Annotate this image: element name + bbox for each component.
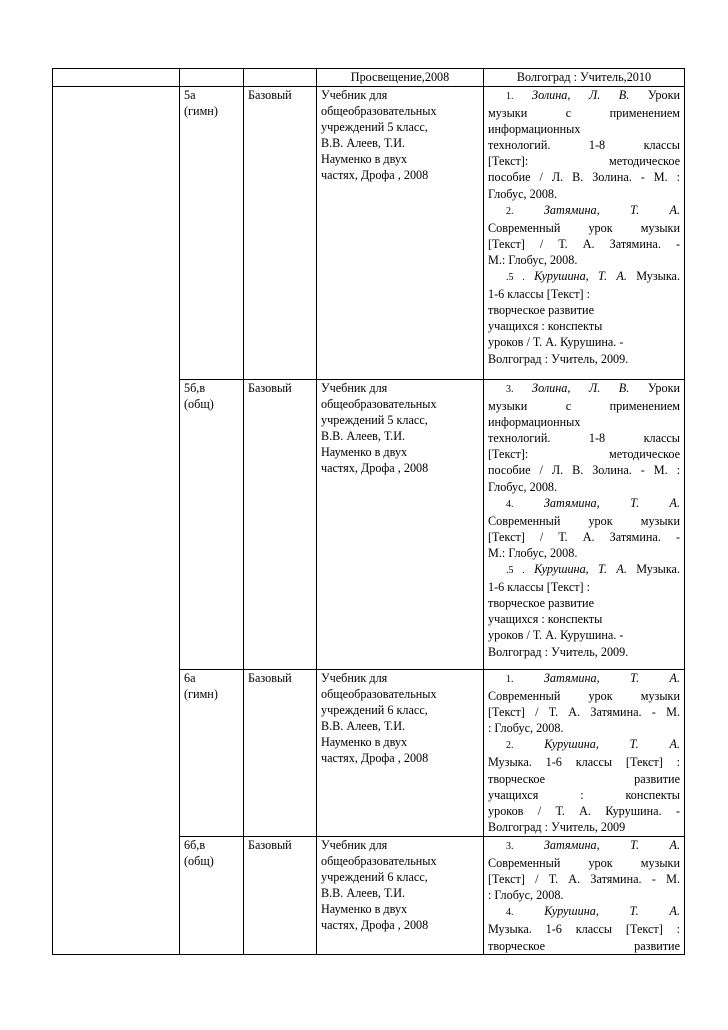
references-cell [484,670,685,837]
textbook-line: общеобразовательных [321,104,437,119]
textbook-line: Учебник для [321,671,388,685]
reference-author: Золина, Л. В. [532,381,630,395]
curriculum-table [52,68,685,955]
reference-line [488,837,680,855]
reference-line: учащихся : конспекты [488,319,603,334]
textbook-line: общеобразовательных [321,397,437,412]
class-label: (общ) [184,854,214,869]
level-cell [244,87,317,380]
reference-text: Уроки [647,381,681,395]
class-label: (гимн) [184,104,218,119]
textbook-cell [317,380,484,670]
reference-line [488,380,680,398]
reference-line: 1-6 классы [Текст] : [488,580,591,595]
reference-line: Волгоград : Учитель, 2009. [488,351,629,366]
reference-number: 4. [506,907,514,919]
reference-author: Затямина, Т. А. [543,202,681,217]
reference-line: [Текст] / Т. А. Затямина. - [488,529,680,544]
reference-line [488,87,680,105]
references-cell [484,837,685,955]
reference-line: [Текст]: методическое [488,154,680,169]
reference-line: пособие / Л. В. Золина. - М. : [488,170,680,185]
class-cell [180,670,244,837]
reference-line: Современный урок музыки [488,856,680,871]
subject-cell [53,87,180,955]
class-cell [180,380,244,670]
reference-line: Глобус, 2008. [488,186,558,201]
textbook-line: Учебник для [321,381,388,395]
reference-line: творческое развитие [488,771,680,786]
reference-author: Курушина, Т. А. [544,737,680,752]
reference-author: Курушина, Т. А. [534,562,627,577]
reference-number: 3. [506,384,514,395]
textbook-line: учреждений 5 класс, [321,413,428,428]
textbook-line: общеобразовательных [321,854,437,869]
reference-text: Музыка. [636,269,681,284]
reference-line [488,561,680,579]
header-row [53,69,685,87]
reference-line [488,736,680,754]
reference-line [488,495,680,513]
reference-line: [Текст]: методическое [488,447,680,462]
reference-line: музыки с применением [488,106,680,121]
reference-line: музыки с применением [488,399,680,414]
reference-line: Современный урок музыки [488,513,680,528]
reference-number: 3. [506,841,514,852]
level-cell [244,837,317,955]
reference-author: Золина, Л. В. [532,88,630,102]
reference-line: Музыка. 1-6 классы [Текст] : [488,755,680,770]
reference-author: Затямина, Т. А. [543,671,681,685]
level-cell [244,670,317,837]
reference-line: учащихся : конспекты [488,612,603,627]
reference-line: Музыка. 1-6 классы [Текст] : [488,922,680,937]
textbook-line: В.В. Алеев, Т.И. [321,886,406,901]
level-label: Базовый [248,88,292,102]
class-label: 6б,в [184,838,206,852]
class-label: (общ) [184,397,214,412]
reference-line [488,202,680,220]
textbook-line: Учебник для [321,88,388,102]
textbook-line: частях, Дрофа , 2008 [321,461,429,476]
textbook-line: учреждений 6 класс, [321,703,428,718]
reference-number: 1. [506,674,514,685]
class-cell [180,837,244,955]
reference-number: 4. [506,498,514,510]
reference-line: уроков / Т. А. Курушина. - [488,803,680,818]
reference-line: технологий. 1-8 классы [488,431,680,446]
textbook-cell [317,670,484,837]
class-label: (гимн) [184,687,218,702]
reference-number: 2. [506,205,514,217]
reference-line [488,903,680,921]
reference-line: : Глобус, 2008. [488,721,564,736]
reference-line: Современный урок музыки [488,689,680,704]
textbook-line: В.В. Алеев, Т.И. [321,429,406,444]
reference-number: 2. [506,740,514,752]
header-publisher: Просвещение,2008 [317,69,484,87]
class-cell [180,87,244,380]
table-row [53,87,685,380]
textbook-line: частях, Дрофа , 2008 [321,168,429,183]
textbook-line: Науменко в двух [321,902,408,917]
reference-number: .5 . [506,565,525,577]
class-label: 5а [184,88,196,102]
reference-author: Курушина, Т. А. [544,904,680,919]
reference-line: [Текст] / Т. А. Затямина. - М. [488,872,680,887]
textbook-line: В.В. Алеев, Т.И. [321,136,406,151]
header-publisher-2: Волгоград : Учитель,2010 [484,69,685,87]
reference-number: 1. [506,91,514,102]
level-label: Базовый [248,838,292,852]
textbook-line: Науменко в двух [321,735,408,750]
textbook-line: Науменко в двух [321,445,408,460]
textbook-cell [317,87,484,380]
reference-line: учащихся : конспекты [488,787,680,802]
level-label: Базовый [248,381,292,395]
textbook-cell [317,837,484,955]
reference-text: Уроки [647,88,681,102]
reference-line: уроков / Т. А. Курушина. - [488,335,624,350]
reference-line [488,670,680,688]
reference-line: Современный урок музыки [488,220,680,235]
textbook-line: общеобразовательных [321,687,437,702]
reference-line: : Глобус, 2008. [488,888,564,903]
textbook-line: В.В. Алеев, Т.И. [321,719,406,734]
reference-line: Волгоград : Учитель, 2009. [488,644,629,659]
reference-line: творческое развитие [488,596,594,611]
reference-line [488,268,680,286]
textbook-line: частях, Дрофа , 2008 [321,751,429,766]
textbook-line: Науменко в двух [321,152,408,167]
reference-line: М.: Глобус, 2008. [488,252,578,267]
reference-line: 1-6 классы [Текст] : [488,287,591,302]
reference-line: уроков / Т. А. Курушина. - [488,628,624,643]
reference-line: творческое развитие [488,303,594,318]
references-cell [484,380,685,670]
header-cell-empty [180,69,244,87]
level-cell [244,380,317,670]
class-label: 5б,в [184,381,206,395]
reference-line: пособие / Л. В. Золина. - М. : [488,463,680,478]
reference-line: технологий. 1-8 классы [488,138,680,153]
textbook-line: частях, Дрофа , 2008 [321,918,429,933]
references-cell [484,87,685,380]
class-label: 6а [184,671,196,685]
textbook-line: учреждений 6 класс, [321,870,428,885]
header-cell-empty [53,69,180,87]
reference-line: [Текст] / Т. А. Затямина. - [488,236,680,251]
reference-line: М.: Глобус, 2008. [488,545,578,560]
reference-author: Затямина, Т. А. [543,495,681,510]
reference-line: Глобус, 2008. [488,479,558,494]
reference-line: творческое развитие [488,938,680,953]
reference-number: .5 . [506,272,525,284]
reference-author: Курушина, Т. А. [534,269,627,284]
reference-line: информационных [488,122,581,137]
reference-line: [Текст] / Т. А. Затямина. - М. [488,705,680,720]
level-label: Базовый [248,671,292,685]
reference-text: Музыка. [636,562,681,577]
reference-line: информационных [488,415,581,430]
reference-author: Затямина, Т. А. [543,838,681,852]
reference-line: Волгоград : Учитель, 2009 [488,819,626,834]
textbook-line: учреждений 5 класс, [321,120,428,135]
header-cell-empty [244,69,317,87]
textbook-line: Учебник для [321,838,388,852]
